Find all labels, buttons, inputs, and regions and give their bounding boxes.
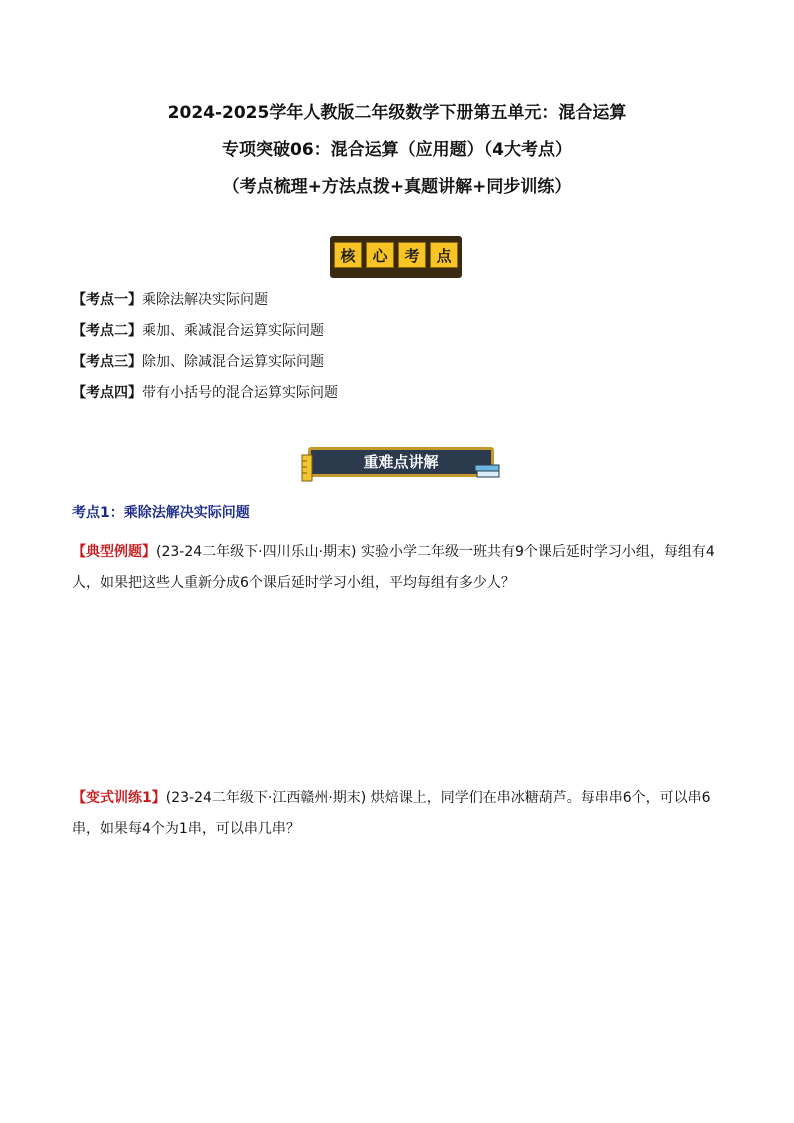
example-text: (23-24二年级下·四川乐山·期末) 实验小学二年级一班共有9个课后延时学习小组，每组有4人，如果把这些人重新分成6个课后延时学习小组，平均每组有多少人？: [72, 544, 715, 591]
badge-char: 心: [366, 242, 394, 268]
list-item: [72, 382, 338, 413]
title-line-2: 专项突破06：混合运算（应用题）（4大考点）: [222, 140, 572, 160]
exercise-tag: 【变式训练1】: [72, 790, 166, 806]
title-line-3: （考点梳理+方法点拨+真题讲解+同步训练）: [222, 177, 572, 197]
kaodian-text: 乘除法解决实际问题: [142, 292, 268, 308]
badge-char: 点: [430, 242, 458, 268]
kaodian-tag: 【考点三】: [72, 354, 142, 370]
exercise-problem: [72, 783, 724, 845]
exercise-text: (23-24二年级下·江西赣州·期末) 烘焙课上，同学们在串冰糖葫芦。每串串6个，可以串6串，如果每4个为1串，可以串几串？: [72, 790, 711, 837]
books-icon: [474, 463, 500, 479]
ruler-icon: [300, 453, 314, 483]
badge-char: 考: [398, 242, 426, 268]
example-problem: [72, 537, 724, 599]
kaodian-tag: 【考点二】: [72, 323, 142, 339]
example-tag: 【典型例题】: [72, 544, 156, 560]
kaodian-list: [72, 289, 338, 413]
list-item: [72, 289, 338, 320]
core-kaodian-badge: [330, 236, 462, 278]
kaodian-tag: 【考点四】: [72, 385, 142, 401]
kaodian-text: 带有小括号的混合运算实际问题: [142, 385, 338, 401]
banner-label: 重难点讲解: [308, 447, 494, 477]
kaodian-text: 除加、除减混合运算实际问题: [142, 354, 324, 370]
list-item: [72, 351, 338, 382]
key-points-banner: [300, 445, 496, 483]
title-line-1: 2024-2025学年人教版二年级数学下册第五单元：混合运算: [167, 103, 627, 123]
kaodian-text: 乘加、乘减混合运算实际问题: [142, 323, 324, 339]
list-item: [72, 320, 338, 351]
section-heading: 考点1：乘除法解决实际问题: [72, 505, 250, 521]
badge-char: 核: [334, 242, 362, 268]
kaodian-tag: 【考点一】: [72, 292, 142, 308]
